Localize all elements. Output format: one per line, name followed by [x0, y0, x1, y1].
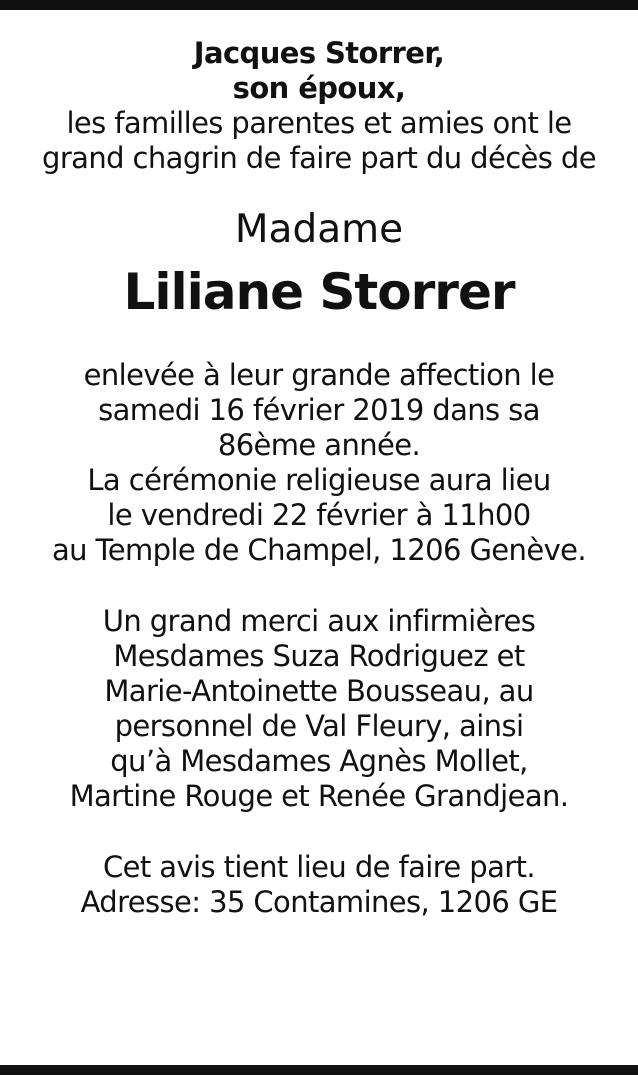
- thanks-line: Marie-Antoinette Bousseau, au: [104, 674, 534, 708]
- bottom-rule: [0, 1065, 638, 1075]
- detail-line: le vendredi 22 février à 11h00: [107, 498, 531, 532]
- detail-line: samedi 16 février 2019 dans sa: [98, 393, 540, 427]
- thanks-line: Martine Rouge et Renée Grandjean.: [69, 779, 569, 813]
- thanks-paragraph: [0, 604, 638, 814]
- thanks-line: qu’à Mesdames Agnès Mollet,: [110, 744, 528, 778]
- address-line: Adresse: 35 Contamines, 1206 GE: [80, 885, 558, 919]
- top-rule: [0, 0, 638, 10]
- thanks-line: Mesdames Suza Rodriguez et: [113, 639, 525, 673]
- husband-name: Jacques Storrer,: [193, 36, 445, 70]
- detail-line: 86ème année.: [217, 428, 421, 462]
- detail-line: au Temple de Champel, 1206 Genève.: [51, 533, 586, 567]
- detail-line: enlevée à leur grande affection le: [83, 358, 555, 392]
- thanks-line: personnel de Val Fleury, ainsi: [114, 709, 524, 743]
- ceremony-details: [0, 358, 638, 568]
- notice-header: [0, 36, 638, 176]
- footer-line: Cet avis tient lieu de faire part.: [103, 850, 535, 884]
- notice-footer: [0, 850, 638, 920]
- deceased-name: Liliane Storrer: [123, 263, 515, 321]
- death-notice: [0, 36, 638, 920]
- thanks-line: Un grand merci aux infirmières: [102, 604, 536, 638]
- header-line: les familles parentes et amies ont le: [66, 106, 572, 140]
- relation: son époux,: [232, 71, 406, 105]
- header-line: grand chagrin de faire part du décès de: [42, 141, 596, 175]
- deceased-title: Madame: [234, 207, 404, 252]
- detail-line: La cérémonie religieuse aura lieu: [87, 463, 551, 497]
